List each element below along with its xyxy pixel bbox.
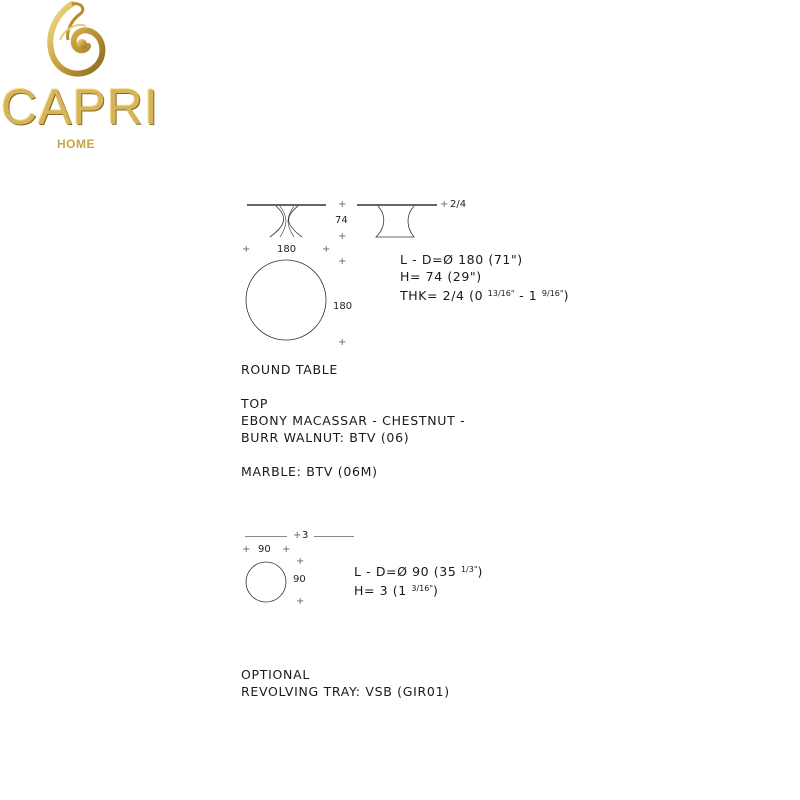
marker-plus: + bbox=[322, 244, 331, 255]
marker-plus: + bbox=[338, 256, 347, 267]
optional-section bbox=[241, 666, 450, 700]
table-specs bbox=[400, 251, 569, 304]
depth-dimension-label: 180 bbox=[333, 301, 353, 312]
tray-spec-height: H= 3 (1 $^{3/16"}$) bbox=[354, 583, 439, 598]
marker-plus: + bbox=[296, 556, 305, 567]
brand-name: CAPRI bbox=[1, 79, 159, 135]
tray-top-view bbox=[244, 561, 288, 605]
marker-plus: + bbox=[338, 337, 347, 348]
tray-specs bbox=[354, 561, 483, 599]
tray-depth-label: 90 bbox=[293, 574, 306, 585]
thickness-dimension-label: 2/4 bbox=[450, 199, 467, 210]
tray-side-view-left bbox=[245, 536, 287, 537]
table-side-view bbox=[357, 205, 437, 237]
marble-option: MARBLE: BTV (06M) bbox=[241, 464, 378, 479]
spec-diameter: L - D=Ø 180 (71") bbox=[400, 252, 523, 267]
marker-plus: + bbox=[242, 544, 251, 555]
width-dimension-label: 180 bbox=[277, 244, 297, 255]
table-front-view bbox=[247, 205, 326, 237]
top-materials-line2: BURR WALNUT: BTV (06) bbox=[241, 430, 410, 445]
marker-plus: + bbox=[242, 244, 251, 255]
height-dimension-label: 74 bbox=[335, 215, 348, 226]
top-heading: TOP bbox=[241, 396, 269, 411]
tray-width-label: 90 bbox=[258, 544, 271, 555]
marker-plus: + bbox=[296, 596, 305, 607]
optional-heading: OPTIONAL bbox=[241, 667, 311, 682]
tray-side-view-right bbox=[314, 536, 354, 537]
marker-plus: + bbox=[338, 231, 347, 242]
top-materials-line1: EBONY MACASSAR - CHESTNUT - bbox=[241, 413, 466, 428]
spec-thickness: THK= 2/4 (0 $^{13/16"}$ - 1 $^{9/16"}$) bbox=[400, 288, 570, 303]
tray-spec-diameter: L - D=Ø 90 (35 $^{1/3"}$) bbox=[354, 564, 484, 579]
product-title: ROUND TABLE bbox=[241, 362, 338, 377]
optional-item: REVOLVING TRAY: VSB (GIR01) bbox=[241, 684, 450, 699]
marker-plus: + bbox=[440, 199, 449, 210]
product-description bbox=[241, 361, 465, 480]
marker-plus: + bbox=[293, 530, 302, 541]
nautilus-shell-icon bbox=[42, 0, 108, 82]
tray-thickness-label: 3 bbox=[302, 530, 309, 541]
table-top-view bbox=[246, 260, 326, 340]
brand-subtitle: HOME bbox=[57, 137, 95, 151]
marker-plus: + bbox=[282, 544, 291, 555]
spec-height: H= 74 (29") bbox=[400, 269, 482, 284]
marker-plus: + bbox=[338, 199, 347, 210]
